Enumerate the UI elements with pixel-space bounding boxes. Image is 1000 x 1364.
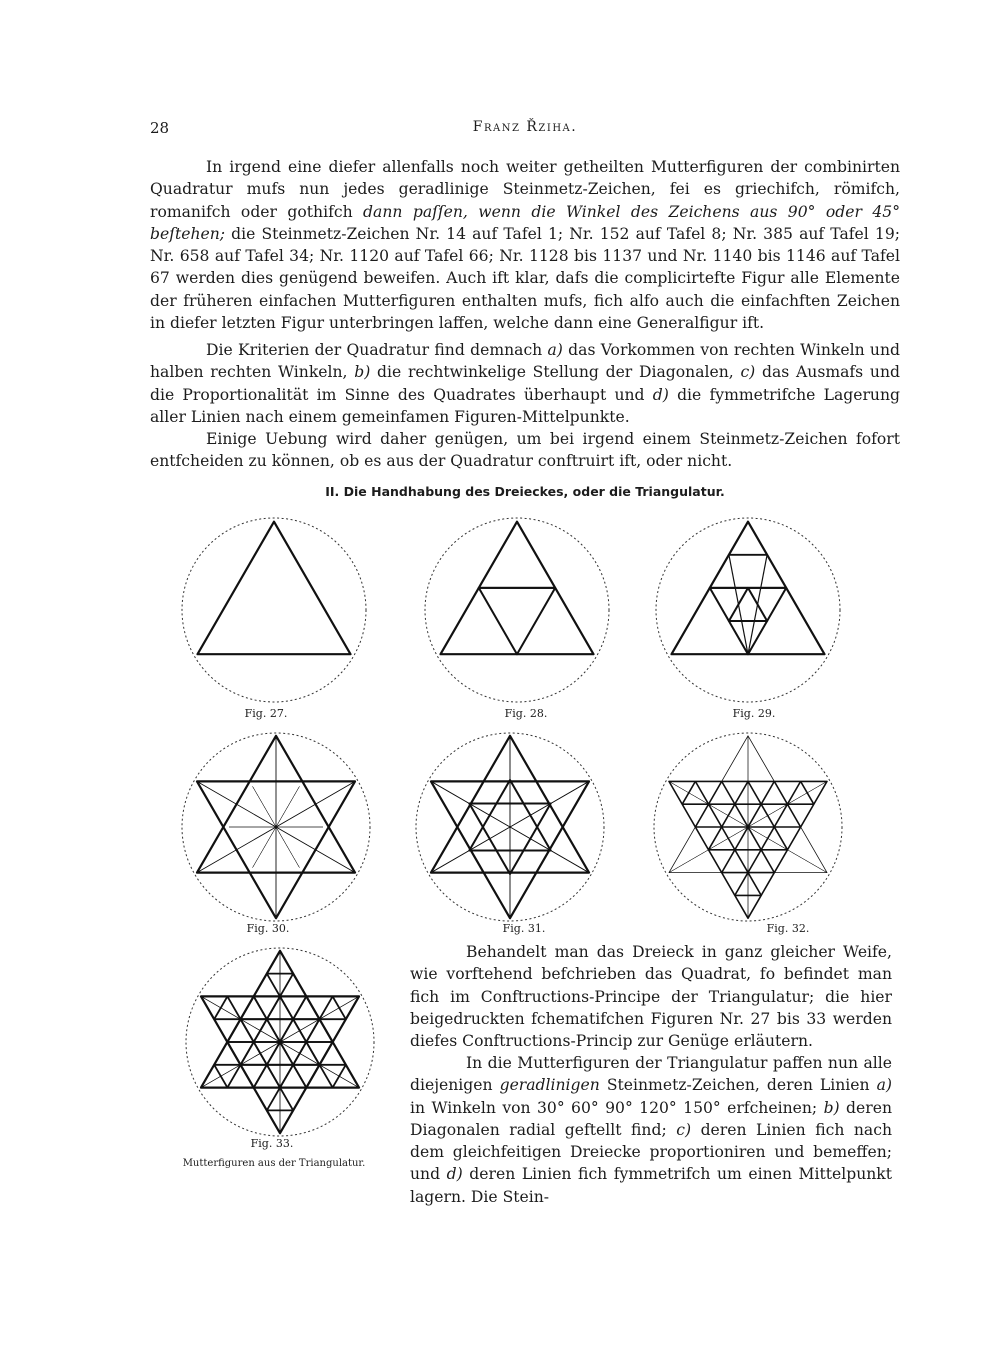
p1-text-b: die Steinmetz-Zeichen Nr. 14 auf Tafel 1; Nr. 152 auf Tafel 8; Nr. 385 auf Tafel 19; Nr. 658 auf Tafel 34; Nr. 1120 auf Tafel 66; Nr. 1128 bis 1137 und Nr. 1140 bis 1146 auf Tafel 67 werden dies genügend beweifen. Auch ift klar, dafs die complicirtefte Figur alle Elemente der früheren einfachen Mutterfiguren enthalten mufs, fich alfo auch die einfachften Zeichen in diefer letzten Figur unterbringen laffen, welche dann eine Generalfigur ift. [150, 224, 900, 333]
main-triangle [198, 522, 351, 655]
p2-marker-b: b) [354, 363, 371, 382]
p5-marker-d: d) [446, 1165, 463, 1184]
figure-32-triangular-grid [658, 727, 838, 927]
running-head: Franz Řziha. [472, 119, 578, 135]
fig-27-label: Fig. 27. [244, 707, 288, 720]
fig-30-label: Fig. 30. [246, 922, 290, 935]
p5-text-d: deren Diagonalen radial geftellt find; [410, 1098, 892, 1139]
medial-triangle [479, 588, 555, 654]
p5-marker-c: c) [676, 1120, 692, 1139]
paragraph-5 [410, 1052, 892, 1208]
paragraph-3: Einige Uebung wird daher genügen, um bei irgend einem Steinmetz-Zeichen fofort entfcheiden zu können, ob es aus der Quadratur conftruirt ift, oder nicht. [150, 430, 900, 471]
p2-text-e: die fymmetrifche Lagerung aller Linien nach einem gemeinfamen Figuren-Mittelpunkte. [150, 385, 900, 426]
p2-text-b: das Vorkommen von rechten Winkeln und halben rechten Winkeln, [150, 341, 900, 382]
figure-27-triangle [194, 510, 354, 710]
fig-33-label: Fig. 33. [250, 1137, 294, 1150]
figure-28-subdivided-triangle [427, 510, 607, 710]
p5-text-a: In die Mutterfiguren der Triangulatur paffen nun alle diejenigen [410, 1054, 892, 1095]
p5-text-c: in Winkeln von 30° 60° 90° 120° 150° erfcheinen; [410, 1098, 824, 1117]
p2-marker-a: a) [547, 341, 563, 359]
p2-marker-c: c) [740, 363, 756, 382]
dashed-circle [182, 518, 366, 702]
p5-emphasis: geradlinigen [499, 1076, 600, 1095]
p1-emphasis: dann paſſen, wenn die Winkel des Zeichens aus 90° oder 45° beſtehen; [150, 202, 900, 243]
p2-text-a: Die Kriterien der Quadratur find demnach [206, 341, 548, 359]
fig-29-label: Fig. 29. [732, 707, 776, 720]
p5-text-b: Steinmetz-Zeichen, deren Linien [599, 1076, 877, 1095]
fig-28-label: Fig. 28. [504, 707, 548, 720]
dashed-circle [656, 518, 840, 702]
fig-31-label: Fig. 31. [502, 922, 546, 935]
fig-32-label: Fig. 32. [766, 922, 810, 935]
figure-29-nested-triangle [658, 510, 838, 710]
paragraph-2 [150, 339, 900, 428]
p1-text-a: In irgend eine diefer allenfalls noch weiter getheilten Mutterfiguren der combinirten Quadratur mufs nun jedes geradlinige Steinmetz-Zeichen, fei es griechifch, römifch, romanifch oder gothifch [150, 158, 900, 221]
p5-marker-a: a) [876, 1076, 892, 1095]
p5-text-f: deren Linien fich fymmetrifch um einen Mittelpunkt lagern. Die Stein- [410, 1165, 892, 1206]
p2-marker-d: d) [652, 385, 669, 404]
figure-30-hexagram [186, 727, 366, 927]
figure-caption: Mutterfiguren aus der Triangulatur. [182, 1158, 366, 1169]
p5-text-e: deren Linien fich nach dem gleichfeitigen Dreiecke proportioniren und bemeffen; und [410, 1120, 892, 1184]
dashed-circle [425, 518, 609, 702]
page-header [150, 119, 900, 139]
inner-triangle [729, 588, 767, 621]
paragraph-4: Behandelt man das Dreieck in ganz gleicher Weife, wie vorftehend befchrieben das Quadrat, fo befindet man fich im Conftructions-Principe der Triangulatur; die hier beigedruckten fchematifchen Figuren Nr. 27 bis 33 werden diefes Conftructions-Princip zur Genüge erläutern. [410, 943, 892, 1051]
p2-text-d: das Ausmafs und die Proportionalität im Sinne des Quadrates überhaupt und [150, 363, 900, 404]
paragraph-1 [150, 156, 900, 334]
p5-marker-b: b) [823, 1098, 840, 1117]
figure-31-hexagram-inner [420, 727, 600, 927]
page-number: 28 [150, 119, 170, 137]
p2-text-c: die rechtwinkelige Stellung der Diagonalen, [370, 363, 741, 382]
figure-33-hexagram-grid [190, 942, 370, 1142]
section-heading: II. Die Handhabung des Dreieckes, oder die Triangulatur. [325, 484, 725, 499]
